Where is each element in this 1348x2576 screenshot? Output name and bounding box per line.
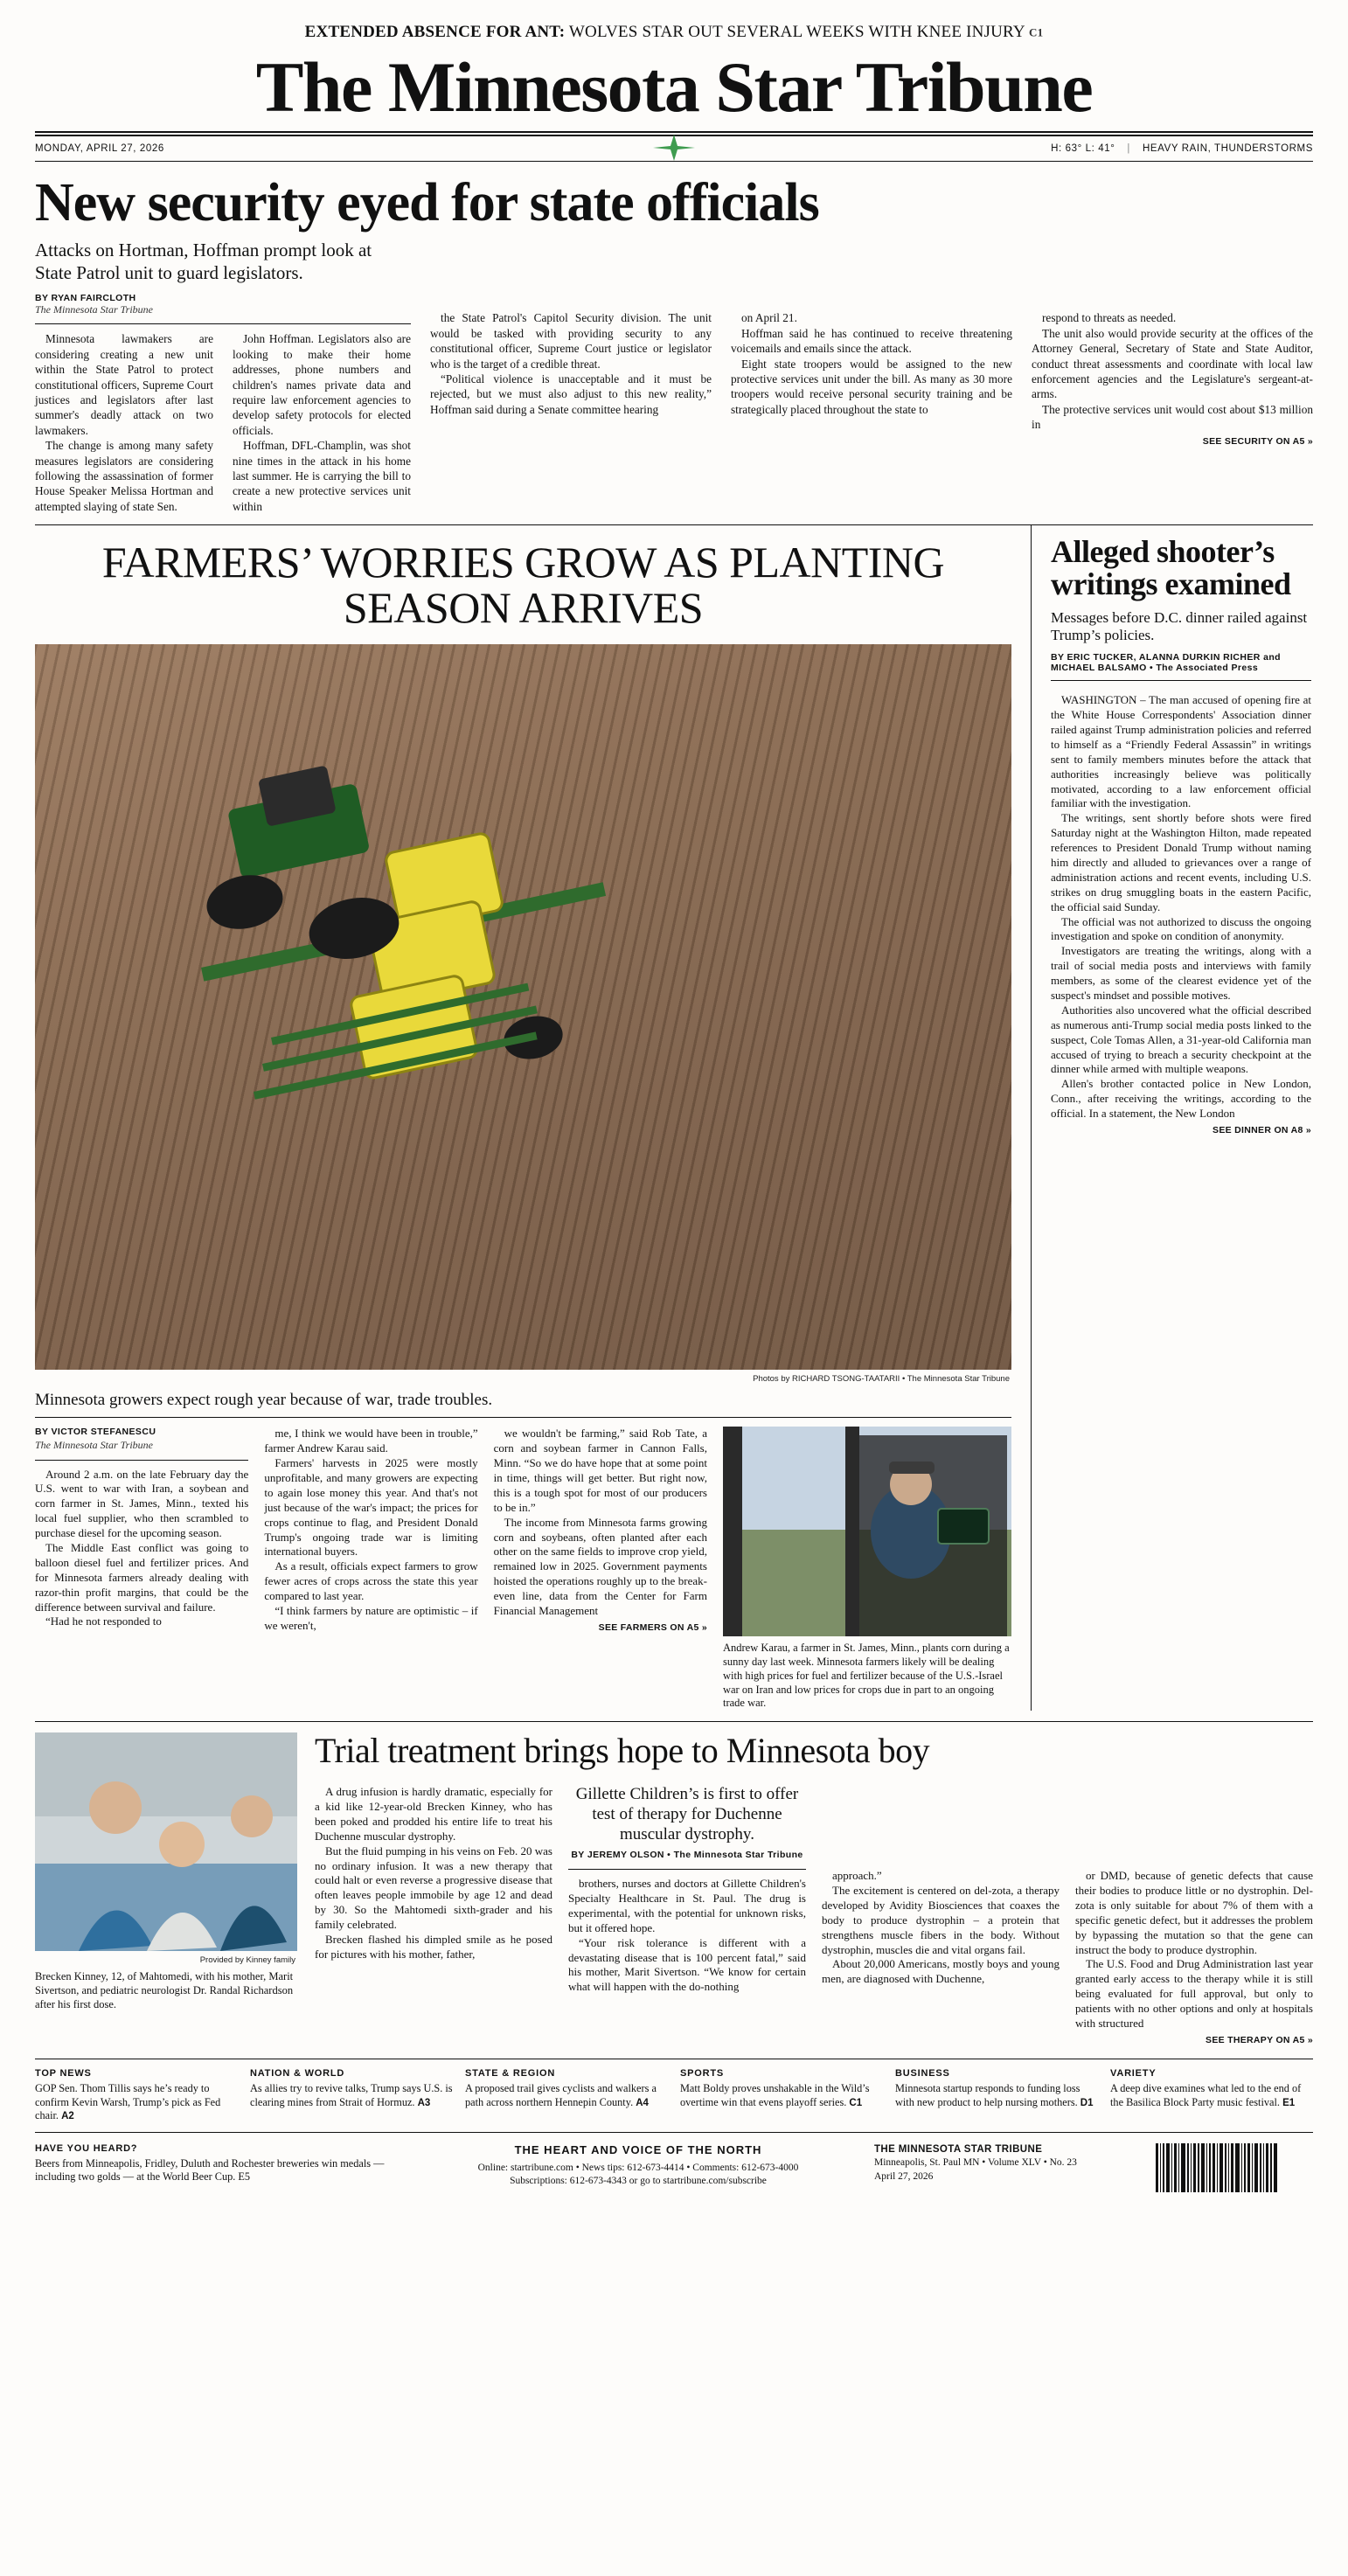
lead-column-5: respond to threats as needed. The unit also would provide security at the offices of the Attorney General, Secretary of State and State Auditor, conduct threat assessments and coordinate with local law enforcement agencies and the Legislature's sergeant-at-arms. The protective services unit would cost about $13 million in SEE SECURITY ON A5 » xyxy=(1032,311,1313,447)
divider xyxy=(1051,680,1311,681)
lower-column-2: Gillette Children’s is first to offer test of therapy for Duchenne muscular dystrophy. BY JEREMY OLSON • The Minnesota Star Tribune brothers, nurses and doctors at Gillette Children's Specialty Healthcare in St. Paul. The drug is experimental, with the potential for unknown risks, but it offered hope. “Your risk tolerance is different with a devastating disease that is 100 percent fatal,” said his mother, Marit Sivertson. “We know for certain what will happen with the do-nothing xyxy=(568,1785,806,1994)
feature-byline-org: The Minnesota Star Tribune xyxy=(35,1438,154,1451)
rail-deck: Messages before D.C. dinner railed against Trump’s policies. xyxy=(1051,608,1308,644)
index-item[interactable] xyxy=(465,2068,680,2122)
index-item-page: E1 xyxy=(1282,2097,1296,2108)
family-photo xyxy=(35,1732,297,1951)
have-you-heard-text: Beers from Minneapolis, Fridley, Duluth and Rochester breweries win medals — including two golds — at the World Beer Cup. xyxy=(35,2156,385,2183)
rail-body: WASHINGTON – The man accused of opening fire at the White House Correspondents' Association dinner railed against Trump administration policies and referred to himself as a “Friendly Federal Assassin” in writings sent to family members minutes before the attack that authorities increasingly believe was politically motivated, according to a law enforcement official familiar with the investigation. The writings, sent shortly before shots were fired Saturday night at the Washington Hilton, made repeated references to President Donald Trump without naming him directly and alluded to grievances over a range of administration actions and recent events, including U.S. strikes on drug smuggling boats in the eastern Pacific, the official said Sunday. The official was not authorized to discuss the ongoing investigation and spoke on condition of anonymity. Investigators are treating the writings, along with a trail of social media posts and interviews with family members, as some of the clearest evidence yet of the suspect's mindset and possible motives. Authorities also uncovered what the official described as numerous anti-Trump social media posts linked to the suspect, Cole Tomas Allen, a 31-year-old California man accused of trying to breach a security checkpoint at the dinner while armed with multiple weapons. Allen's brother contacted police in New London, Conn., after receiving the writings, according to the official. In a statement, the New London SEE DINNER ON A8 » xyxy=(1051,693,1311,1136)
teaser-page: C1 xyxy=(1029,25,1044,39)
contact-line-2[interactable]: Subscriptions: 612-673-4343 or go to startribune.com/subscribe xyxy=(510,2176,767,2187)
teaser-rest: WOLVES STAR OUT SEVERAL WEEKS WITH KNEE INJURY xyxy=(565,23,1025,41)
feature-column-3: we wouldn't be farming,” said Rob Tate, a corn and soybean farmer in Cannon Falls, Minn. “So we do have hope that at some point in time, things will get better. But right now, this is a tough spot for most of our producers to be in.” The income from Minnesota farms growing corn and soybeans, often planted after each other on the same fields to improve crop yield, remained low in 2025. Government payments hoisted the operations roughly up to the break-even line, data from the Center for Farm Financial Management SEE FARMERS ON A5 » xyxy=(493,1427,707,1633)
feature-photo-credit: Photos by RICHARD TSONG-TAATARII • The Minnesota Star Tribune xyxy=(753,1374,1010,1385)
lead-headline[interactable]: New security eyed for state officials xyxy=(35,173,819,233)
index-section-label: VARIETY xyxy=(1110,2068,1157,2080)
lower-body xyxy=(315,1778,1313,2046)
lower-story xyxy=(315,1732,1313,2046)
feature-secondary-photo-block xyxy=(723,1427,1011,1711)
index-item-text: Matt Boldy proves unshakable in the Wild’s overtime win that evens playoff series. xyxy=(680,2082,870,2108)
tractor-cab-photo xyxy=(723,1427,1011,1636)
rail-byline: BY ERIC TUCKER, ALANNA DURKIN RICHER and MICHAEL BALSAMO • The Associated Press xyxy=(1051,652,1281,674)
feature-byline xyxy=(35,1427,248,1452)
rail-headline[interactable]: Alleged shooter’s writings examined xyxy=(1051,534,1291,602)
feature-jumpline[interactable]: SEE FARMERS ON A5 » xyxy=(598,1621,707,1633)
north-star-icon xyxy=(651,133,697,163)
index-section-label: NATION & WORLD xyxy=(250,2068,345,2080)
lead-subhead: Attacks on Hortman, Hoffman prompt look at State Patrol unit to guard legislators. xyxy=(35,240,372,284)
lead-column-1: Minnesota lawmakers are considering creating a new unit within the State Patrol to protect constitutional officers, Supreme Court justices and legislators after last summer's deadly attack on two lawmakers. The change is among many safety measures legislators are considering following the assassination of former House Speaker Melissa Hortman and attempted slaying of state Sen. xyxy=(35,332,213,513)
farmer-in-cab-illustration xyxy=(723,1427,1011,1636)
barcode-block xyxy=(1156,2143,1313,2192)
masthead-title: The Minnesota Star Tribune xyxy=(255,47,1093,127)
index-item-page: A4 xyxy=(636,2097,649,2108)
publication-date-footer: April 27, 2026 xyxy=(874,2170,934,2182)
index-item-page: A2 xyxy=(61,2111,74,2122)
center-package xyxy=(35,524,1313,1711)
index-item-text: GOP Sen. Thom Tillis says he’s ready to confirm Kevin Warsh, Trump’s pick as Fed chair. xyxy=(35,2082,221,2122)
index-item[interactable] xyxy=(1110,2068,1313,2122)
have-you-heard-page: E5 xyxy=(238,2170,251,2183)
feature-deck: Minnesota growers expect rough year because of war, trade troubles. xyxy=(35,1384,1011,1418)
feature-headline[interactable]: FARMERS’ WORRIES GROW AS PLANTING SEASON ARRIVES xyxy=(101,538,945,633)
contact-block xyxy=(421,2143,855,2189)
lower-deck: Gillette Children’s is first to offer test of therapy for Duchenne muscular dystrophy. xyxy=(575,1785,799,1843)
lower-byline: BY JEREMY OLSON • The Minnesota Star Tribune xyxy=(571,1850,803,1861)
contact-line-1[interactable]: Online: startribune.com • News tips: 612-673-4414 • Comments: 612-673-4000 xyxy=(477,2162,799,2173)
top-teaser[interactable] xyxy=(35,23,1313,47)
publication-name: THE MINNESOTA STAR TRIBUNE xyxy=(874,2143,1043,2155)
feature-body xyxy=(35,1418,1011,1711)
lead-jumpline[interactable]: SEE SECURITY ON A5 » xyxy=(1202,435,1313,447)
temperature-range: H: 63° L: 41° xyxy=(1051,143,1115,155)
feature-story xyxy=(35,525,1032,1711)
publication-info xyxy=(874,2143,1136,2184)
weather-summary xyxy=(1051,143,1313,154)
lower-photo-caption: Brecken Kinney, 12, of Mahtomedi, with his mother, Marit Sivertson, and pediatric neurologist Dr. Randal Richardson after his first dose. xyxy=(35,1970,294,2010)
feature-byline-name: BY VICTOR STEFANESCU xyxy=(35,1427,156,1438)
have-you-heard-block[interactable] xyxy=(35,2143,402,2184)
index-section-label: TOP NEWS xyxy=(35,2068,92,2080)
index-item[interactable] xyxy=(895,2068,1110,2122)
lower-headline[interactable]: Trial treatment brings hope to Minnesota boy xyxy=(315,1731,930,1771)
index-section-label: BUSINESS xyxy=(895,2068,950,2080)
page-footer xyxy=(35,2133,1313,2208)
lower-package xyxy=(35,1721,1313,2046)
divider xyxy=(568,1869,806,1870)
teaser-bold: EXTENDED ABSENCE FOR ANT: xyxy=(304,23,566,41)
feature-column-2: me, I think we would have been in trouble,” farmer Andrew Karau said. Farmers' harvests in 2025 were mostly unprofitable, and many growers are expecting to again lose money this year. And that's not just because of the war's impact; the prices for crops continue to flag, and President Donald Trump's ongoing trade war is limiting international buyers. As a result, officials expect farmers to grow fewer acres of crops across the state this year compared to last year. “I think farmers by nature are optimistic – if we weren't, xyxy=(264,1427,478,1632)
lead-byline xyxy=(35,293,411,316)
weather-conditions: HEAVY RAIN, THUNDERSTORMS xyxy=(1143,143,1313,155)
slogan: THE HEART AND VOICE OF THE NORTH xyxy=(514,2142,762,2156)
lower-photo-credit: Provided by Kinney family xyxy=(199,1955,295,1966)
index-item[interactable] xyxy=(250,2068,465,2122)
rail-story xyxy=(1032,525,1311,1711)
tractor-planter-illustration xyxy=(166,749,726,1160)
index-item-text: Minnesota startup responds to funding loss with new product to help nursing mothers. xyxy=(895,2082,1080,2108)
index-item-page: D1 xyxy=(1080,2097,1094,2108)
feature-photo xyxy=(35,644,1011,1370)
lead-column-4: on April 21. Hoffman said he has continued to receive threatening voicemails and emails since the attack. Eight state troopers would be assigned to the new protective services unit under the bill. As many as 30 more troopers would receive personal security training and be strategically placed throughout the state to xyxy=(731,311,1012,416)
lower-column-1: A drug infusion is hardly dramatic, especially for a kid like 12-year-old Brecken Kinney, who has been poked and prodded his entire life to treat his Duchenne muscular dystrophy. But the fluid pumping in his veins on Feb. 20 was no ordinary infusion. It was a new therapy that could halt or even reverse a progressive disease that often leaves people immobile by age 12 and dead by 30. So the Mahtomedi sixth-grader and his family celebrated. Brecken flashed his dimpled smile as he posed for pictures with his mother, father, xyxy=(315,1785,552,1961)
divider xyxy=(35,1460,248,1461)
index-item[interactable] xyxy=(35,2068,250,2122)
index-strip xyxy=(35,2059,1313,2132)
index-item-text: A proposed trail gives cyclists and walkers a path across northern Hennepin County. xyxy=(465,2082,657,2108)
index-item-page: C1 xyxy=(849,2097,863,2108)
index-section-label: STATE & REGION xyxy=(465,2068,556,2080)
lead-column-2: John Hoffman. Legislators also are looking to make their home addresses, phone numbers and children's names private data and require law enforcement agencies to develop safety protocols for elected officials. Hoffman, DFL-Champlin, was shot nine times in the attack in his home last summer. He is carrying the bill to create a new protective services unit within xyxy=(233,332,411,513)
have-you-heard-label: HAVE YOU HEARD? xyxy=(35,2142,138,2154)
index-item-page: A3 xyxy=(417,2097,431,2108)
family-portrait-illustration xyxy=(35,1732,297,1951)
index-section-label: SPORTS xyxy=(680,2068,725,2080)
lead-column-3: the State Patrol's Capitol Security division. The unit would be tasked with providing security to any constitutional officer, Supreme Court justice or legislator who is the target of a credible threat. “Political violence is unacceptable and it must be rejected, but we must also adjust to this new reality,” Hoffman said during a Senate committee hearing xyxy=(430,311,712,416)
rail-jumpline[interactable]: SEE DINNER ON A8 » xyxy=(1213,1125,1311,1136)
divider xyxy=(35,323,411,324)
index-item-text: A deep dive examines what led to the end of the Basilica Block Party music festival. xyxy=(1110,2082,1302,2108)
lower-jumpline[interactable]: SEE THERAPY ON A5 » xyxy=(1206,2034,1313,2045)
lead-byline-org: The Minnesota Star Tribune xyxy=(35,303,154,316)
lead-byline-name: BY RYAN FAIRCLOTH xyxy=(35,293,136,304)
publication-volume: Minneapolis, St. Paul MN • Volume XLV • No. 23 xyxy=(874,2157,1077,2169)
dateline-row xyxy=(35,136,1313,162)
divider: | xyxy=(1127,143,1130,155)
index-item-text: As allies try to revive talks, Trump says U.S. is clearing mines from Strait of Hormuz. xyxy=(250,2082,453,2108)
lower-photo-block xyxy=(35,1732,297,2046)
index-item[interactable] xyxy=(680,2068,895,2122)
barcode xyxy=(1156,2143,1313,2192)
feature-photo-caption: Andrew Karau, a farmer in St. James, Minn., plants corn during a sunny day last week. Minnesota farmers likely will be dealing with high prices for fuel and fertilizer because of the U.S.-Israel war on Iran and low prices for crops due in part to an ongoing trade war. xyxy=(722,1642,1010,1710)
publication-date: MONDAY, APRIL 27, 2026 xyxy=(35,143,164,155)
lower-column-4: or DMD, because of genetic defects that cause their bodies to produce little or no dystrophin. Del-zota is only suitable for about 7% of them with a specific genetic defect, but it addresses the problem by bypassing the mutation so that the gene can instruct the body to produce dystrophin. The U.S. Food and Drug Administration last year granted early access to the therapy while it is still being evaluated for full approval, but only to patients with no other options and only at hospitals with structured SEE THERAPY ON A5 » xyxy=(1075,1869,1313,2045)
feature-column-1: BY VICTOR STEFANESCU The Minnesota Star Tribune Around 2 a.m. on the late February day the U.S. went to war with Iran, a soybean and corn farmer in St. James, Minn., texted his local fuel supplier, who then scrambled to purchase diesel for the upcoming season. The Middle East conflict was going to balloon diesel fuel and fertilizer prices. And for Minnesota farmers already dealing with razor-thin profit margins, that could be the difference between survival and failure. “Had he not responded to xyxy=(35,1427,249,1628)
lower-column-3: approach.” The excitement is centered on del-zota, a therapy developed by Avidity Biosciences that coaxes the body to produce dystrophin – a protein that strengthens muscle fibers in the body. Without dystrophin, muscles die and vital organs fail. About 20,000 Americans, mostly boys and young men, are diagnosed with Duchenne, xyxy=(822,1869,1060,1986)
